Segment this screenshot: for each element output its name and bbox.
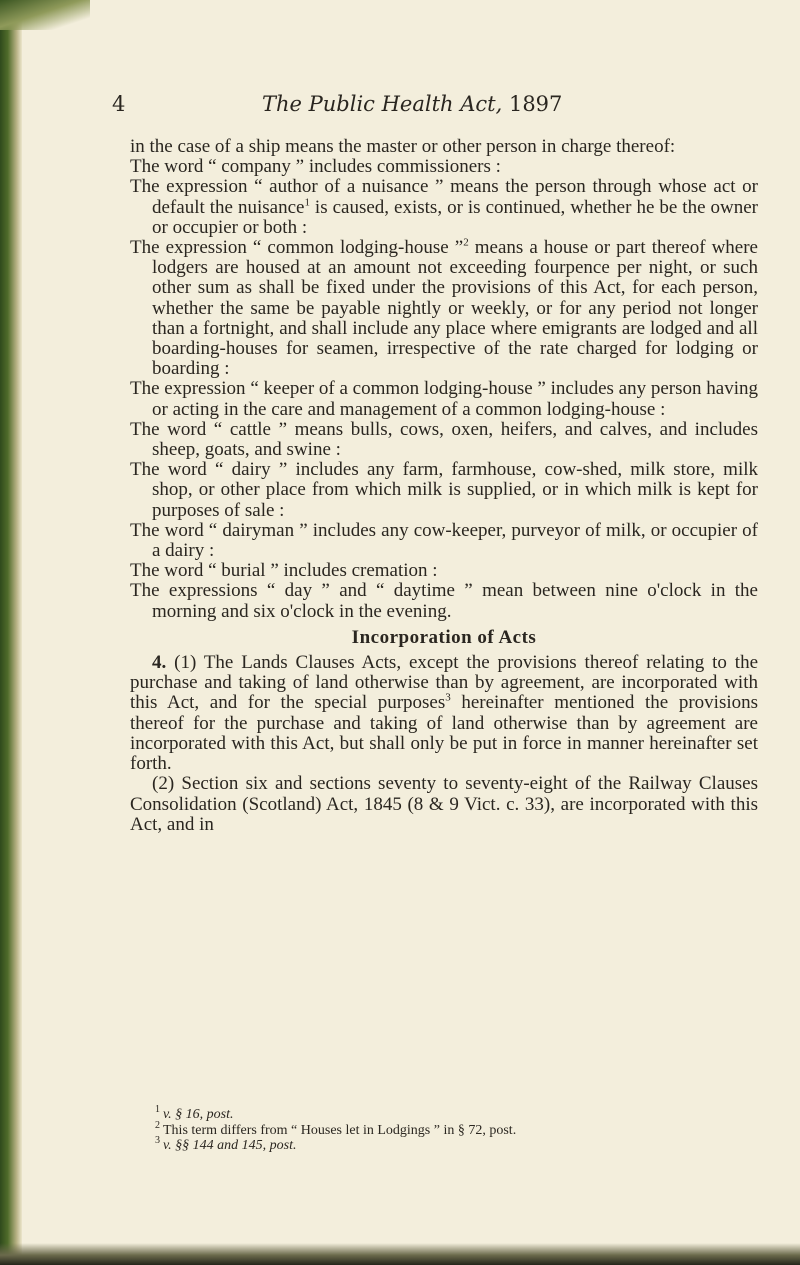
page-number: 4 xyxy=(112,92,126,116)
footnote-text: This term differs from “ Houses let in Lodgings ” in § 72, post. xyxy=(163,1122,517,1138)
footnote-ref-2: 2 xyxy=(463,236,469,249)
page-body xyxy=(130,137,758,835)
definition-burial: The word “ burial ” includes cremation : xyxy=(130,560,438,582)
footnote-2 xyxy=(155,1119,755,1139)
definition-dairy: The word “ dairy ” includes any farm, farmhouse, cow-shed, milk store, milk shop, or other place from which milk is supplied, or in which milk is kept for purposes of sale : xyxy=(130,459,758,521)
definition-keeper: The expression “ keeper of a common lodging-house ” includes any person having or acting in the care and management of a common lodging-house : xyxy=(130,378,758,420)
section-4-clause-1 xyxy=(130,653,758,774)
footnote-1 xyxy=(155,1104,755,1123)
definition-ship-continued: in the case of a ship means the master or other person in charge thereof: xyxy=(130,136,676,157)
definition-text: is caused, exists, or is continued, whether he be the owner or occupier or both : xyxy=(152,196,758,238)
definition-text: means a house or part thereof where lodgers are housed at an amount not exceeding fourpence per night, or such other sum as shall be fixed under the provisions of this Act, for each person, whether the same be payable nightly or weekly, or for any period not longer than a fortnight, and shall include any place where emigrants are lodged and all boarding-houses for seamen, irrespective of the rate charged for lodging or boarding : xyxy=(152,237,758,380)
footnote-text: v. § 16, post. xyxy=(163,1107,234,1122)
footnote-number: 1 xyxy=(155,1104,160,1116)
footnote-number: 2 xyxy=(155,1119,160,1131)
definition-company: The word “ company ” includes commissioners : xyxy=(130,156,501,178)
section-heading: Incorporation of Acts xyxy=(351,626,537,648)
definition-text: The expression “ author of a nuisance ” means the person through whose act or default the nuisance xyxy=(130,176,758,218)
definition-dairyman: The word “ dairyman ” includes any cow-keeper, purveyor of milk, or occupier of a dairy : xyxy=(130,519,758,562)
footnotes xyxy=(155,1104,755,1154)
footnote-ref-1: 1 xyxy=(304,196,310,209)
section-4-clause-2: (2) Section six and sections seventy to seventy-eight of the Railway Clauses Consolidation (Scotland) Act, 1845 (8 & 9 Vict. c. 33), are incorporated with this Act, and in xyxy=(130,773,758,835)
book-spine-edge xyxy=(0,0,22,1265)
act-title: The Public Health Act, xyxy=(262,92,503,116)
page-corner-shadow xyxy=(0,0,90,30)
footnote-number: 3 xyxy=(155,1135,160,1147)
clause-text: hereinafter mentioned the provisions thereof for the purchase and taking of land otherwise than by agreement are incorporated with this Act, but shall only be put in force in manner hereinafter set forth. xyxy=(130,692,759,775)
footnote-text: v. §§ 144 and 145, post. xyxy=(163,1138,297,1153)
footnote-3 xyxy=(155,1135,755,1154)
clause-text: (1) The Lands Clauses Acts, except the provisions thereof relating to the purchase and taking of land otherwise than by agreement, are incorporated with this Act, and for the special purposes xyxy=(130,652,759,714)
page-bottom-edge xyxy=(0,1243,800,1265)
definition-cattle: The word “ cattle ” means bulls, cows, oxen, heifers, and calves, and includes sheep, goats, and swine : xyxy=(130,418,758,461)
definition-day: The expressions “ day ” and “ daytime ” mean between nine o'clock in the morning and six o'clock in the evening. xyxy=(130,580,758,622)
act-year: 1897 xyxy=(508,92,563,116)
definition-common-lodging-house xyxy=(130,238,758,379)
definition-text: The expression “ common lodging-house ” xyxy=(130,237,464,259)
definition-author-of-nuisance xyxy=(130,177,758,238)
section-number: 4. xyxy=(152,652,167,674)
running-header xyxy=(112,92,712,122)
footnote-ref-3: 3 xyxy=(445,692,451,705)
running-title xyxy=(262,92,562,116)
